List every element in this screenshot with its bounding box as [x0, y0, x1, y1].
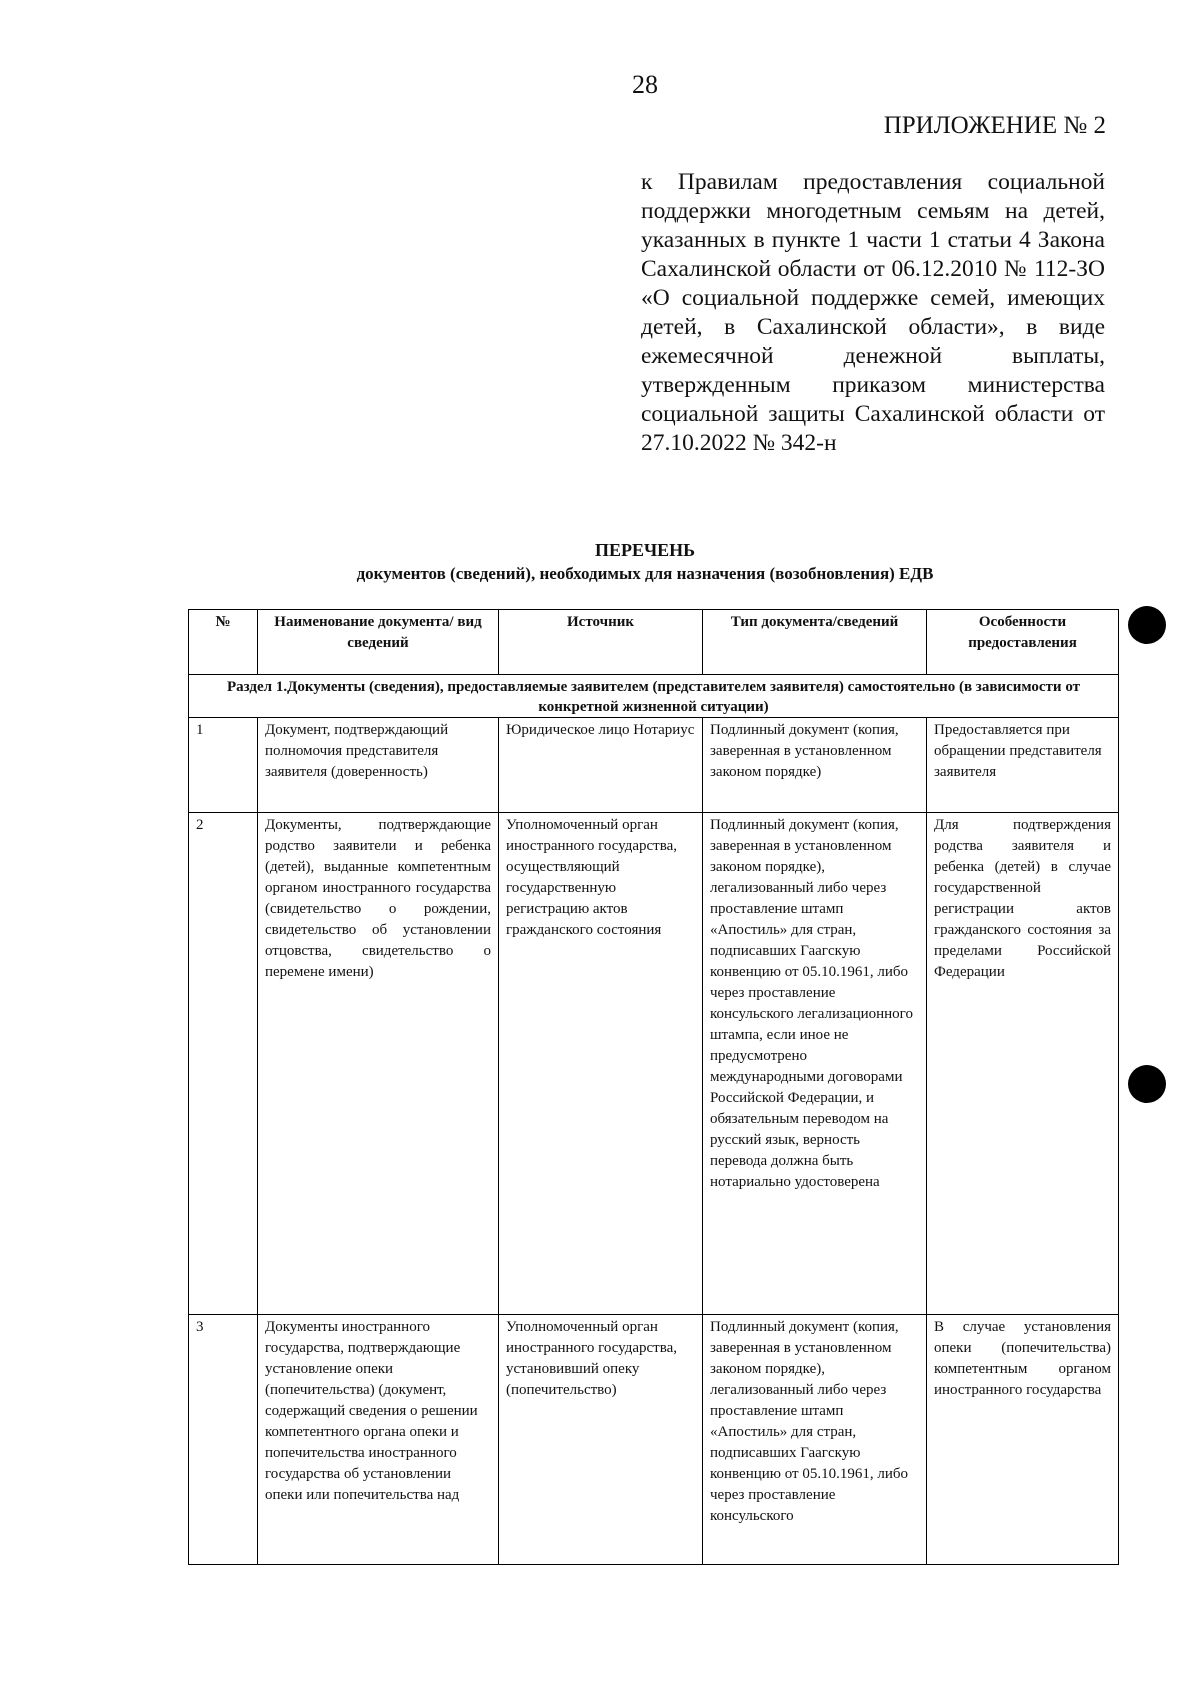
row-name: Документы иностранного государства, подтверждающие установление опеки (попечительства) (документ, содержащий сведения о решении компетентного органа опеки и попечительства иностранного государства об установлении опеки или попечительства над [258, 1315, 499, 1565]
section-title: Раздел 1.Документы (сведения), предоставляемые заявителем (представителем заявителя) самостоятельно (в зависимости от конкретной жизненной ситуации) [189, 675, 1119, 718]
documents-table [188, 609, 1119, 1565]
row-name: Документы, подтверждающие родство заявители и ребенка (детей), выданные компетентным органом иностранного государства (свидетельство о рождении, свидетельство об установлении отцовства, свидетельство о перемене имени) [258, 813, 499, 1315]
scan-hole-mark [1128, 606, 1166, 644]
row-num: 3 [189, 1315, 258, 1565]
row-type: Подлинный документ (копия, заверенная в установленном законом порядке), легализованный либо через проставление штамп «Апостиль» для стран, подписавших Гаагскую конвенцию от 05.10.1961, либо через проставление консульского [703, 1315, 927, 1565]
intro-text: к Правилам предоставления социальной поддержки многодетным семьям на детей, указанных в пункте 1 части 1 статьи 4 Закона Сахалинской области от 06.12.2010 № 112-ЗО «О социальной поддержке семей, имеющих детей, в Сахалинской области», в виде ежемесячной денежной выплаты, утвержденным приказом министерства социальной защиты Сахалинской области от 27.10.2022 № 342-н [641, 169, 1105, 456]
row-num: 2 [189, 813, 258, 1315]
row-type: Подлинный документ (копия, заверенная в установленном законом порядке), легализованный либо через проставление штамп «Апостиль» для стран, подписавших Гаагскую конвенцию от 05.10.1961, либо через проставление консульского легализационного штампа, если иное не предусмотрено международными договорами Российской Федерации, и обязательным переводом на русский язык, верность перевода должна быть нотариально удостоверена [703, 813, 927, 1315]
table-header-row [189, 610, 1119, 675]
page-number: 28 [632, 70, 658, 99]
header-features: Особенности предоставления [927, 610, 1119, 675]
table-row [189, 1315, 1119, 1565]
document-subtitle: документов (сведений), необходимых для назначения (возобновления) ЕДВ [356, 564, 934, 583]
row-features: Предоставляется при обращении представителя заявителя [927, 718, 1119, 813]
row-features: Для подтверждения родства заявителя и ребенка (детей) в случае государственной регистрации актов гражданского состояния за пределами Российской Федерации [927, 813, 1119, 1315]
table-row [189, 718, 1119, 813]
row-type: Подлинный документ (копия, заверенная в установленном законом порядке) [703, 718, 927, 813]
header-num: № [189, 610, 258, 675]
row-source: Уполномоченный орган иностранного государства, установивший опеку (попечительство) [499, 1315, 703, 1565]
table-row [189, 813, 1119, 1315]
row-source: Уполномоченный орган иностранного государства, осуществляющий государственную регистрацию актов гражданского состояния [499, 813, 703, 1315]
row-features: В случае установления опеки (попечительства) компетентным органом иностранного государства [927, 1315, 1119, 1565]
header-source: Источник [499, 610, 703, 675]
header-type: Тип документа/сведений [703, 610, 927, 675]
section-row [189, 675, 1119, 718]
row-num: 1 [189, 718, 258, 813]
document-title: ПЕРЕЧЕНЬ [594, 540, 696, 560]
appendix-title: ПРИЛОЖЕНИЕ № 2 [883, 112, 1106, 139]
row-source: Юридическое лицо Нотариус [499, 718, 703, 813]
header-name: Наименование документа/ вид сведений [258, 610, 499, 675]
row-name: Документ, подтверждающий полномочия представителя заявителя (доверенность) [258, 718, 499, 813]
scan-hole-mark [1128, 1065, 1166, 1103]
